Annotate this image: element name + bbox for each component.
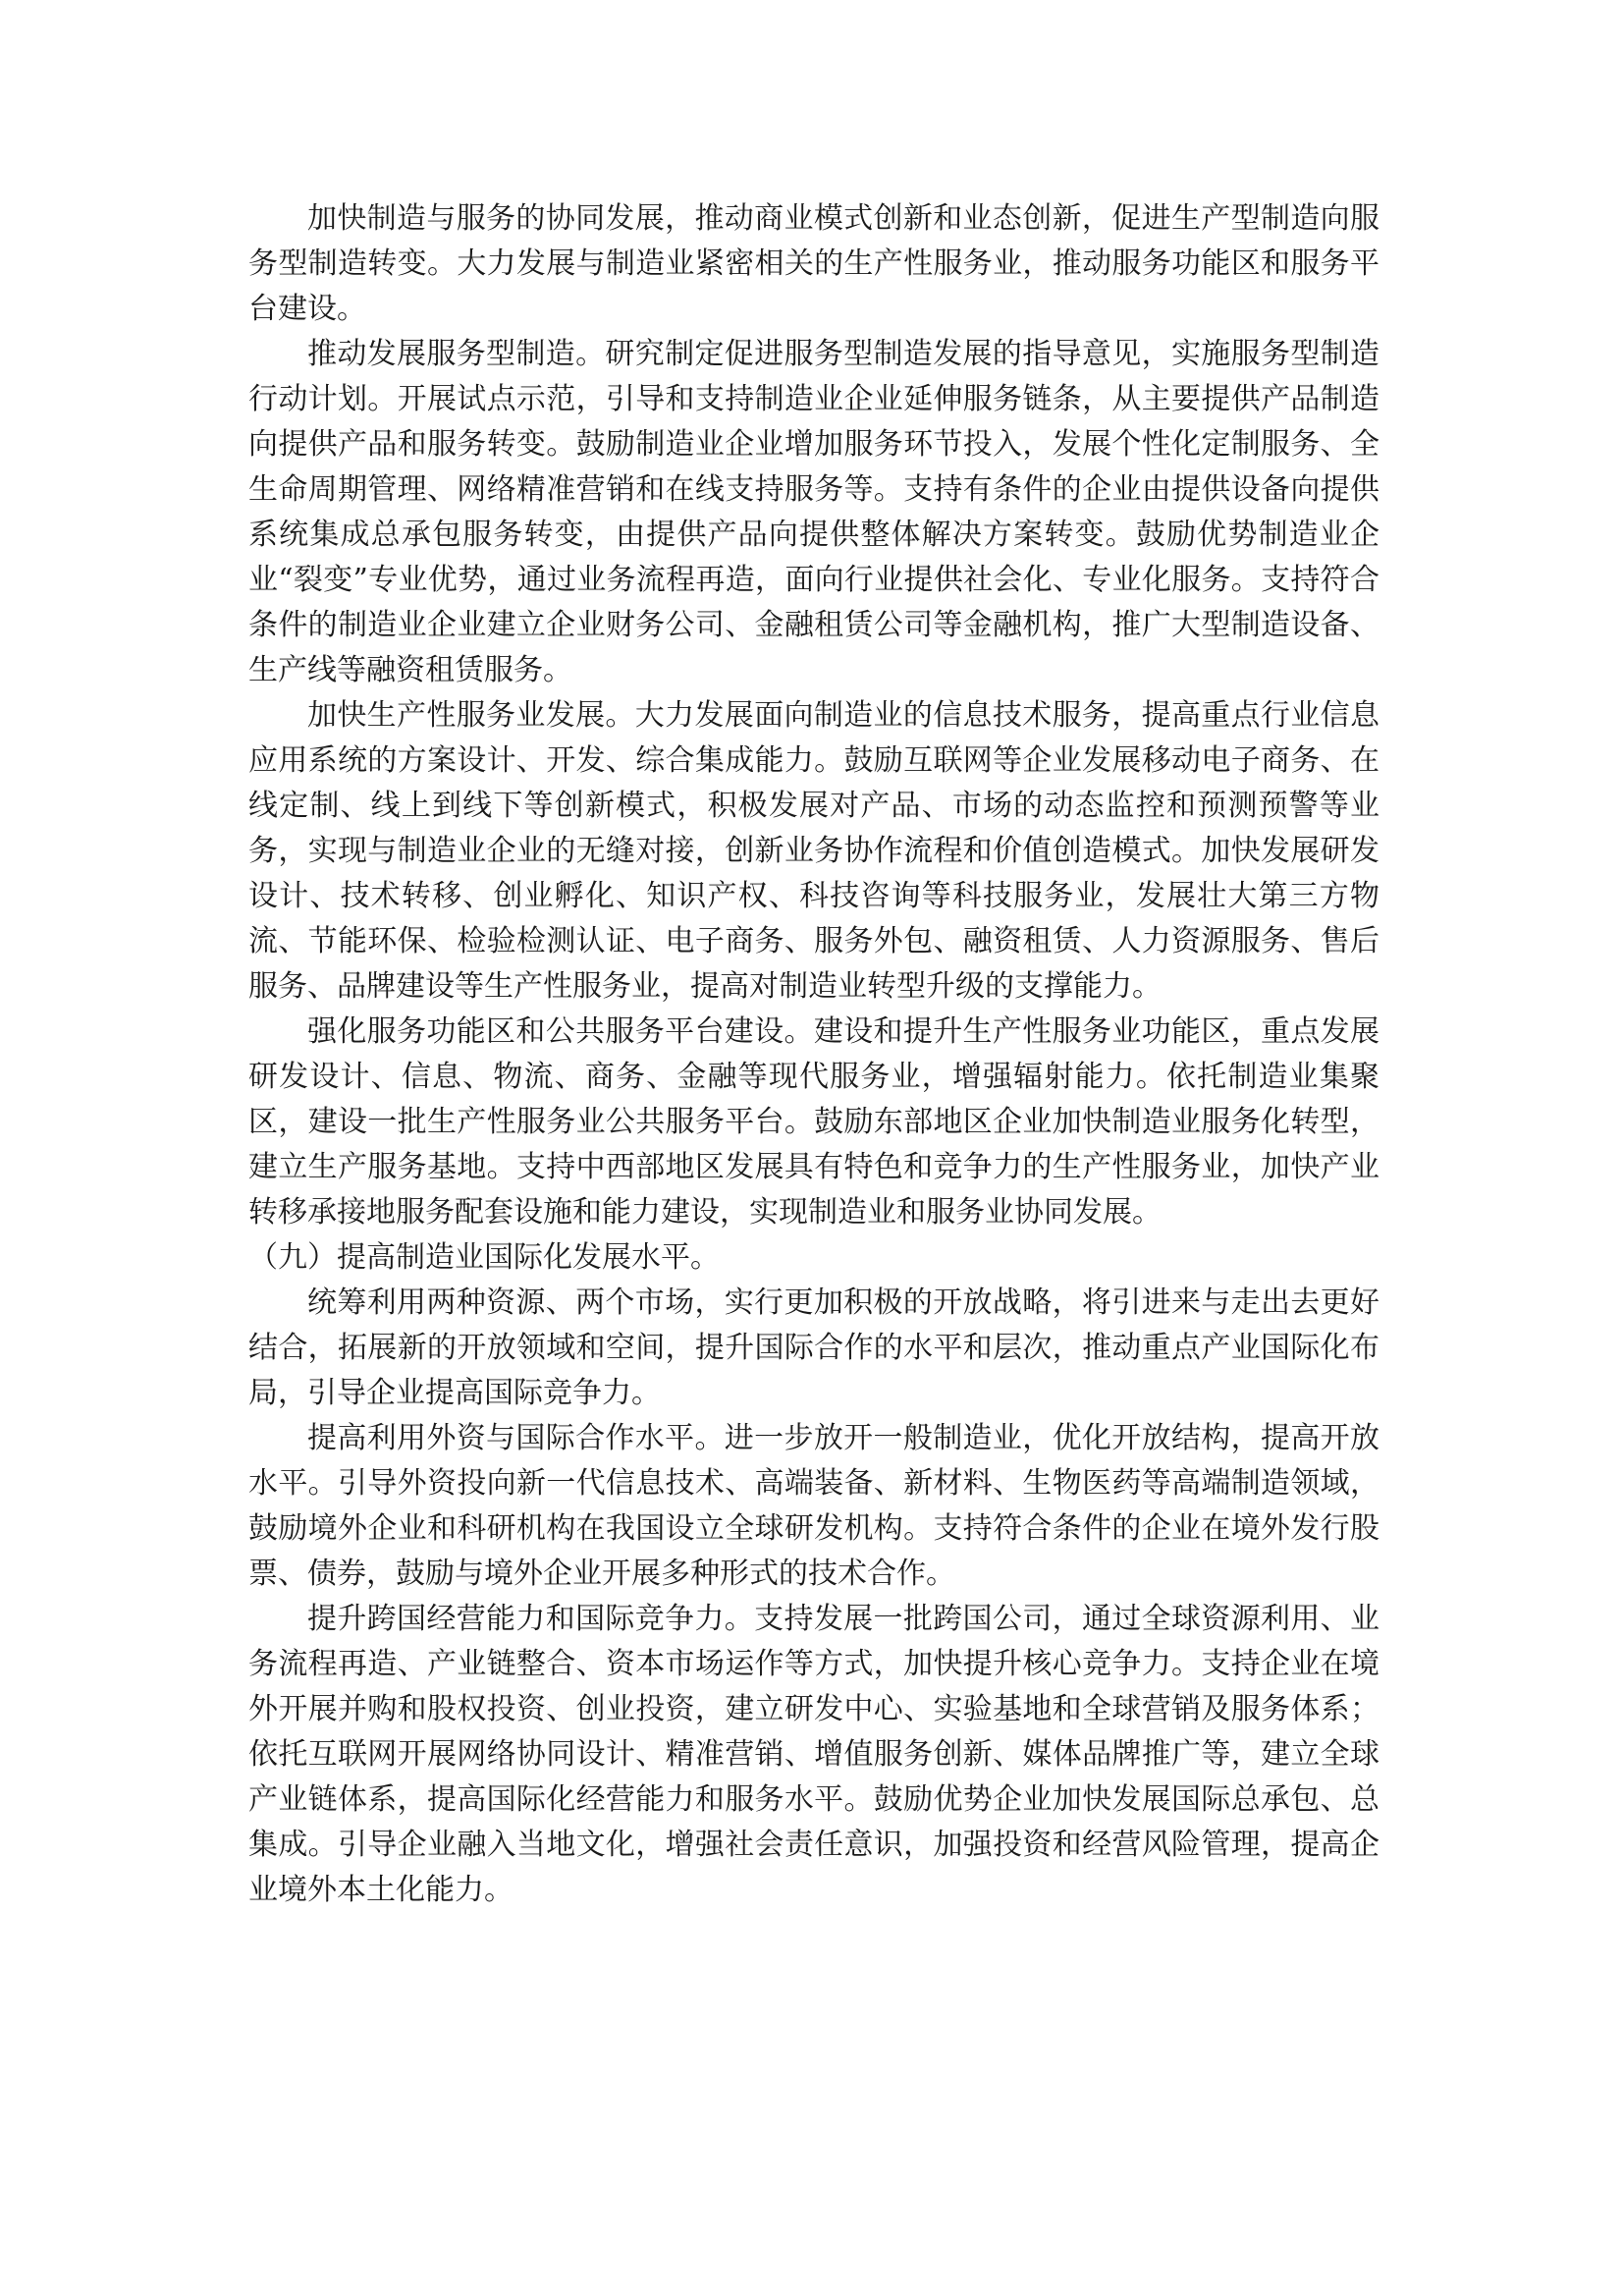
paragraph-service-platforms: 强化服务功能区和公共服务平台建设。建设和提升生产性服务业功能区，重点发展研发设计、信息、物流、商务、金融等现代服务业，增强辐射能力。依托制造业集聚区，建设一批生产性服务业公共服务平台。鼓励东部地区企业加快制造业服务化转型，建立生产服务基地。支持中西部地区发展具有特色和竞争力的生产性服务业，加快产业转移承接地服务配套设施和能力建设，实现制造业和服务业协同发展。 bbox=[248, 1014, 1379, 1230]
section-heading-internationalization: （九）提高制造业国际化发展水平。 bbox=[248, 1240, 720, 1275]
paragraph-service-oriented-manufacturing: 推动发展服务型制造。研究制定促进服务型制造发展的指导意见，实施服务型制造行动计划。开展试点示范，引导和支持制造业企业延伸服务链条，从主要提供产品制造向提供产品和服务转变。鼓励制造业企业增加服务环节投入，发展个性化定制服务、全生命周期管理、网络精准营销和在线支持服务等。支持有条件的企业由提供设备向提供系统集成总承包服务转变，由提供产品向提供整体解决方案转变。鼓励优势制造业企业“裂变”专业优势，通过业务流程再造，面向行业提供社会化、专业化服务。支持符合条件的制造业企业建立企业财务公司、金融租赁公司等金融机构，推广大型制造设备、生产线等融资租赁服务。 bbox=[248, 337, 1379, 687]
paragraph-service-manufacturing-intro: 加快制造与服务的协同发展，推动商业模式创新和业态创新，促进生产型制造向服务型制造转变。大力发展与制造业紧密相关的生产性服务业，推动服务功能区和服务平台建设。 bbox=[248, 201, 1379, 326]
paragraph-transnational-operation: 提升跨国经营能力和国际竞争力。支持发展一批跨国公司，通过全球资源利用、业务流程再造、产业链整合、资本市场运作等方式，加快提升核心竞争力。支持企业在境外开展并购和股权投资、创业投资，建立研发中心、实验基地和全球营销及服务体系；依托互联网开展网络协同设计、精准营销、增值服务创新、媒体品牌推广等，建立全球产业链体系，提高国际化经营能力和服务水平。鼓励优势企业加快发展国际总承包、总集成。引导企业融入当地文化，增强社会责任意识，加强投资和经营风险管理，提高企业境外本土化能力。 bbox=[248, 1602, 1379, 1907]
paragraph-producer-services: 加快生产性服务业发展。大力发展面向制造业的信息技术服务，提高重点行业信息应用系统的方案设计、开发、综合集成能力。鼓励互联网等企业发展移动电子商务、在线定制、线上到线下等创新模式，积极发展对产品、市场的动态监控和预测预警等业务，实现与制造业企业的无缝对接，创新业务协作流程和价值创造模式。加快发展研发设计、技术转移、创业孵化、知识产权、科技咨询等科技服务业，发展壮大第三方物流、节能环保、检验检测认证、电子商务、服务外包、融资租赁、人力资源服务、售后服务、品牌建设等生产性服务业，提高对制造业转型升级的支撑能力。 bbox=[248, 698, 1379, 1004]
paragraph-internationalization-intro: 统筹利用两种资源、两个市场，实行更加积极的开放战略，将引进来与走出去更好结合，拓展新的开放领域和空间，提升国际合作的水平和层次，推动重点产业国际化布局，引导企业提高国际竞争力。 bbox=[248, 1285, 1379, 1410]
document-body bbox=[248, 196, 1379, 1913]
paragraph-foreign-investment: 提高利用外资与国际合作水平。进一步放开一般制造业，优化开放结构，提高开放水平。引导外资投向新一代信息技术、高端装备、新材料、生物医药等高端制造领域，鼓励境外企业和科研机构在我国设立全球研发机构。支持符合条件的企业在境外发行股票、债券，鼓励与境外企业开展多种形式的技术合作。 bbox=[248, 1421, 1379, 1591]
